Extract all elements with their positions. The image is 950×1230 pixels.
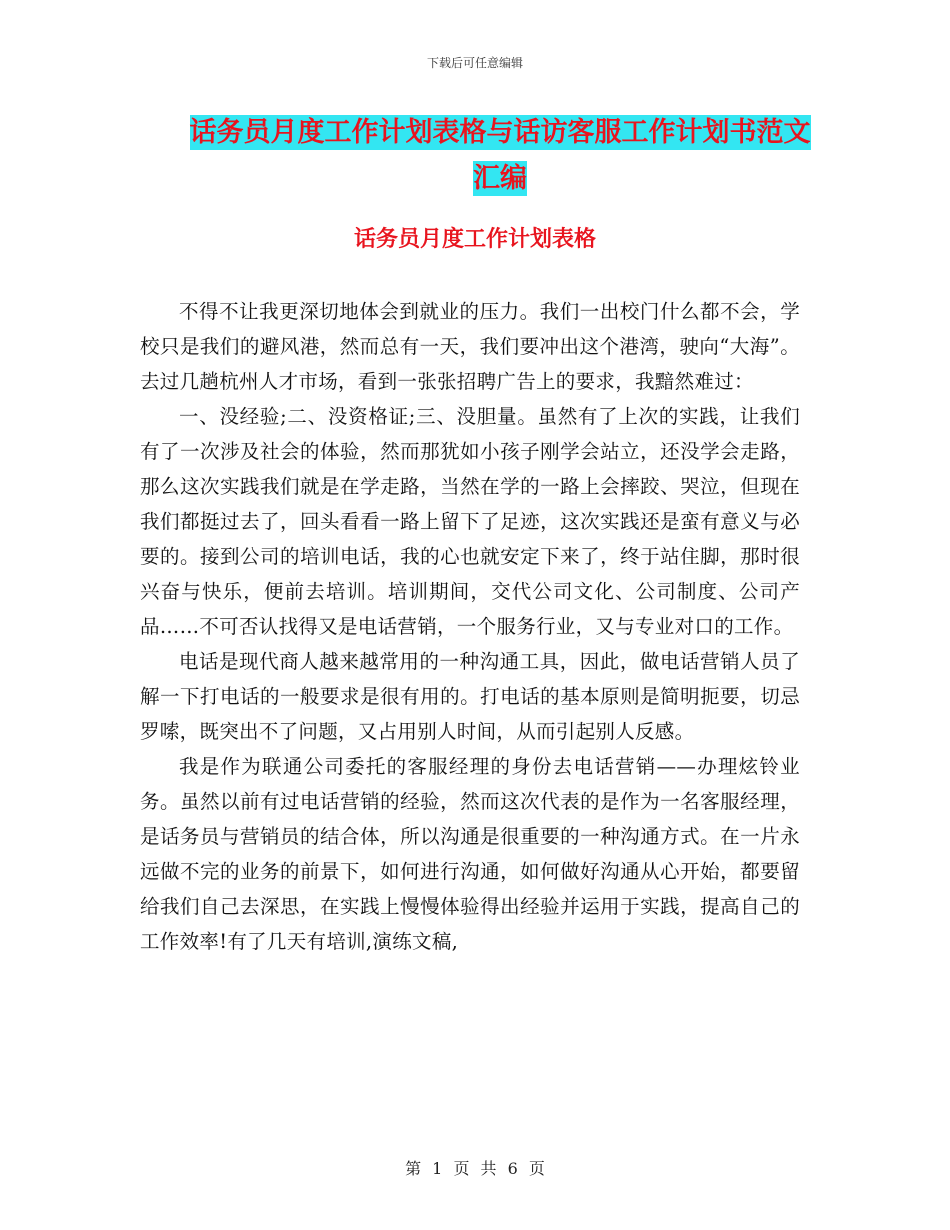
page-footer: 第 1 页 共 6 页 [405, 1159, 545, 1178]
paragraph: 电话是现代商人越来越常用的一种沟通工具，因此，做电话营销人员了解一下打电话的一般要求是很有用的。打电话的基本原则是简明扼要，切忌罗嗦，既突出不了问题，又占用别人时间，从而引起别人反感。 [140, 650, 800, 743]
header-note: 下载后可任意编辑 [426, 56, 523, 70]
document-title-text: 话务员月度工作计划表格与话访客服工作计划书范文汇编 [189, 117, 811, 194]
paragraph: 一、没经验;二、没资格证;三、没胆量。虽然有了上次的实践，让我们有了一次涉及社会的体验，然而那犹如小孩子刚学会站立，还没学会走路，那么这次实践我们就是在学走路，当然在学的一路上会摔跤、哭泣，但现在我们都挺过去了，回头看看一路上留下了足迹，这次实践还是蛮有意义与必要的。接到公司的培训电话，我的心也就安定下来了，终于站住脚，那时很兴奋与快乐，便前去培训。培训期间，交代公司文化、公司制度、公司产品……不可否认找得又是电话营销，一个服务行业，又与专业对口的工作。 [140, 405, 800, 638]
paragraph: 不得不让我更深切地体会到就业的压力。我们一出校门什么都不会，学校只是我们的避风港，然而总有一天，我们要冲出这个港湾，驶向“大海”。去过几趟杭州人才市场，看到一张张招聘广告上的要求，我黯然难过： [140, 300, 800, 393]
paragraph: 我是作为联通公司委托的客服经理的身份去电话营销——办理炫铃业务。虽然以前有过电话营销的经验，然而这次代表的是作为一名客服经理，是话务员与营销员的结合体，所以沟通是很重要的一种沟通方式。在一片永远做不完的业务的前景下，如何进行沟通，如何做好沟通从心开始，都要留给我们自己去深思，在实践上慢慢体验得出经验并运用于实践，提高自己的工作效率!有了几天有培训,演练文稿, [140, 755, 800, 953]
body-text [140, 294, 800, 959]
document-title [185, 110, 815, 202]
section-title: 话务员月度工作计划表格 [353, 227, 596, 252]
